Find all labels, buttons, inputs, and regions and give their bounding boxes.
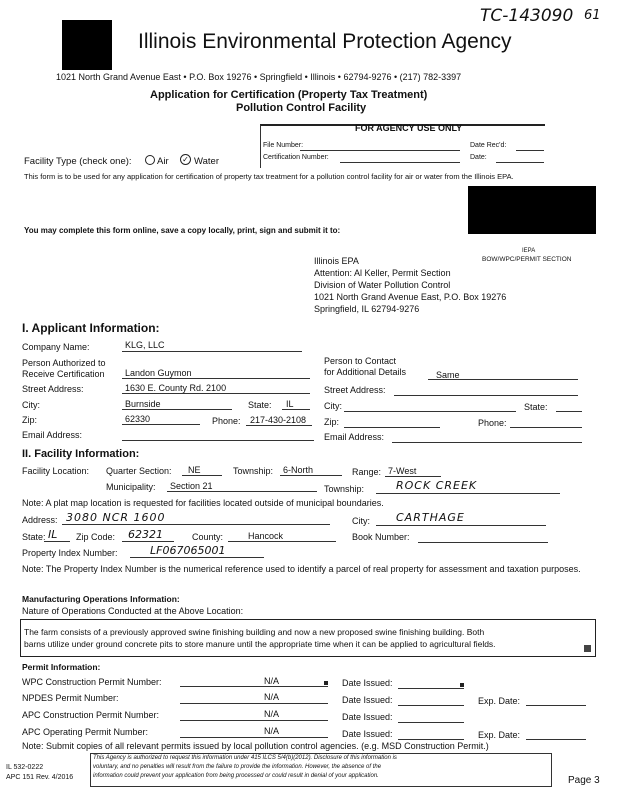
phone-value[interactable]: 217-430-2108 — [250, 415, 307, 425]
manufacturing-heading: Manufacturing Operations Information: — [22, 594, 180, 604]
permit-row-2-label: NPDES Permit Number: — [22, 693, 119, 703]
agency-use-heading: FOR AGENCY USE ONLY — [355, 123, 463, 133]
pin-note: Note: The Property Index Number is the numerical reference used to identify a parcel of real property for assessment and taxation purposes. — [22, 564, 581, 574]
email-label: Email Address: — [22, 430, 83, 440]
municipality-value[interactable]: Section 21 — [170, 481, 213, 491]
phone-field[interactable] — [246, 425, 312, 426]
mail-line-4: 1021 North Grand Avenue East, P.O. Box 19276 — [314, 292, 507, 302]
agency-name: Illinois Environmental Protection Agency — [138, 30, 512, 53]
redaction-block — [468, 186, 596, 234]
state-label-2: State: — [22, 532, 46, 542]
permit-row-3-field[interactable] — [180, 720, 328, 721]
permit-row-1-field[interactable] — [180, 686, 328, 687]
date-recd-field[interactable] — [516, 150, 544, 151]
stamp-corner: 61 — [584, 8, 601, 23]
city2-label: City: — [324, 401, 342, 411]
permit-row-1-date-label: Date Issued: — [342, 678, 393, 688]
range-field[interactable] — [385, 476, 441, 477]
county-value[interactable]: Hancock — [248, 531, 284, 541]
zip2-field[interactable] — [344, 427, 440, 428]
page-number: Page 3 — [568, 775, 600, 786]
city2-field[interactable] — [344, 411, 516, 412]
permit-row-4-label: APC Operating Permit Number: — [22, 727, 149, 737]
address-value[interactable]: 3080 NCR 1600 — [66, 511, 166, 524]
state2-label: State: — [524, 402, 548, 412]
disclaimer-line-2: voluntary, and no penalties will result from the failure to provide the information. However, the absence of the — [93, 764, 382, 770]
zip-value[interactable]: 62330 — [125, 414, 151, 424]
street2-field[interactable] — [394, 395, 578, 396]
county-field[interactable] — [228, 541, 336, 542]
textarea-resize-handle[interactable] — [584, 645, 591, 652]
agency-address: 1021 North Grand Avenue East • P.O. Box 19276 • Springfield • Illinois • 62794-9276 • (217) 782-3397 — [56, 72, 462, 82]
date-recd-label: Date Rec'd: — [470, 142, 507, 149]
book-field[interactable] — [418, 542, 548, 543]
email-field[interactable] — [122, 440, 314, 441]
zip-code-value[interactable]: 62321 — [128, 528, 163, 541]
zip-label: Zip: — [22, 415, 38, 425]
city-field[interactable] — [122, 409, 232, 410]
disclaimer-line-1: This Agency is authorized to request this information under 415 ILCS 5/4(b)(2012). Disclosure of this information is — [93, 755, 397, 761]
air-label: Air — [157, 156, 169, 167]
zip-code-field[interactable] — [122, 541, 174, 542]
township2-field[interactable] — [376, 493, 560, 494]
permit-row-2-exp-label: Exp. Date: — [478, 696, 521, 706]
form-subtitle: Pollution Control Facility — [236, 102, 367, 114]
stamp-number: TC-143090 — [480, 6, 574, 26]
operations-text-line-2: barns utilize under ground concrete pits to store manure until the appropriate time when it can be applied to agricultural fields. — [24, 639, 496, 649]
mail-line-3: Division of Water Pollution Control — [314, 280, 451, 290]
permit-row-1-dropdown-icon[interactable] — [324, 681, 328, 685]
city-value[interactable]: Burnside — [125, 399, 161, 409]
cert-number-field[interactable] — [340, 162, 460, 163]
book-label: Book Number: — [352, 532, 410, 542]
permit-row-3-date-label: Date Issued: — [342, 712, 393, 722]
company-field[interactable] — [122, 351, 302, 352]
operations-textarea[interactable] — [20, 619, 596, 657]
cert-number-label: Certification Number: — [263, 154, 329, 161]
permit-row-2-field[interactable] — [180, 703, 328, 704]
phone2-field[interactable] — [510, 427, 582, 428]
quarter-value[interactable]: NE — [188, 465, 201, 475]
facility-location-label: Facility Location: — [22, 466, 90, 476]
contact-field[interactable] — [428, 379, 578, 380]
township2-label: Township: — [324, 484, 365, 494]
form-rev: APC 151 Rev. 4/2016 — [6, 774, 74, 781]
mail-line-2: Attention: Al Keller, Permit Section — [314, 268, 451, 278]
county-label: County: — [192, 532, 224, 542]
section1-heading: I. Applicant Information: — [22, 321, 160, 335]
contact-label-2: for Additional Details — [324, 367, 407, 377]
permit-row-4-date-label: Date Issued: — [342, 729, 393, 739]
state-value[interactable]: IL — [286, 399, 294, 409]
city-label: City: — [22, 400, 40, 410]
section2-heading: II. Facility Information: — [22, 448, 140, 460]
date-label: Date: — [470, 154, 487, 161]
intro-text: This form is to be used for any application for certification of property tax treatment for a pollution control facility for air or water from the Illinois EPA. — [24, 172, 514, 181]
permit-row-2-date-field[interactable] — [398, 705, 464, 706]
state-field[interactable] — [282, 409, 310, 410]
auth-field[interactable] — [122, 378, 310, 379]
city-field-2[interactable] — [376, 525, 546, 526]
state-field-2[interactable] — [44, 541, 70, 542]
email2-label: Email Address: — [324, 432, 385, 442]
permit-row-3-date-field[interactable] — [398, 722, 464, 723]
mail-line-5: Springfield, IL 62794-9276 — [314, 304, 420, 314]
street2-label: Street Address: — [324, 385, 386, 395]
zip2-label: Zip: — [324, 417, 340, 427]
municipality-field[interactable] — [167, 491, 317, 492]
agency-logo — [62, 20, 112, 70]
nature-label: Nature of Operations Conducted at the Above Location: — [22, 606, 244, 616]
operations-text-line-1: The farm consists of a previously approved swine finishing building and now a new proposed swine finishing building. Both — [24, 627, 485, 637]
air-radio[interactable] — [145, 155, 155, 165]
auth-label-2: Receive Certification — [22, 369, 105, 379]
pin-label: Property Index Number: — [22, 548, 118, 558]
permit-row-4-exp-label: Exp. Date: — [478, 730, 521, 740]
contact-label-1: Person to Contact — [324, 356, 397, 366]
permit-row-1-date-field[interactable] — [398, 688, 464, 689]
permits-note: Note: Submit copies of all relevant permits issued by local pollution control agencies. (e.g. MSD Construction Permit.) — [22, 741, 489, 751]
permit-row-1-value[interactable]: N/A — [264, 676, 280, 686]
quarter-label: Quarter Section: — [106, 466, 172, 476]
phone2-label: Phone: — [478, 418, 507, 428]
date-field[interactable] — [496, 162, 544, 163]
range-value[interactable]: 7-West — [388, 466, 417, 476]
address-label: Address: — [22, 515, 58, 525]
street-label: Street Address: — [22, 384, 84, 394]
permits-heading: Permit Information: — [22, 662, 101, 672]
email2-field[interactable] — [392, 442, 582, 443]
file-number-label: File Number: — [263, 142, 304, 149]
permit-row-1-label: WPC Construction Permit Number: — [22, 677, 162, 687]
contact-value[interactable]: Same — [436, 370, 460, 380]
city-label-2: City: — [352, 516, 370, 526]
permit-row-2-value[interactable]: N/A — [264, 692, 280, 702]
address-field[interactable] — [62, 524, 330, 525]
company-label: Company Name: — [22, 342, 90, 352]
quarter-field[interactable] — [182, 475, 222, 476]
pin-field[interactable] — [130, 557, 264, 558]
state2-field[interactable] — [556, 411, 582, 412]
mail-line-1: Illinois EPA — [314, 256, 359, 266]
city-value-2[interactable]: CARTHAGE — [396, 511, 465, 524]
form-id: IL 532-0222 — [6, 764, 44, 771]
form-title: Application for Certification (Property Tax Treatment) — [150, 89, 428, 101]
facility-type-label: Facility Type (check one): — [24, 156, 132, 167]
permit-row-1-date-icon[interactable] — [460, 683, 464, 687]
plat-note: Note: A plat map location is requested for facilities located outside of municipal boundaries. — [22, 498, 384, 508]
permit-row-2-exp-field[interactable] — [526, 705, 586, 706]
online-note: You may complete this form online, save a copy locally, print, sign and submit it to: — [24, 226, 341, 235]
township2-value[interactable]: ROCK CREEK — [396, 479, 478, 492]
permit-row-4-field[interactable] — [180, 737, 328, 738]
zip-field[interactable] — [122, 424, 200, 425]
zip-code-label: Zip Code: — [76, 532, 116, 542]
permit-row-3-value[interactable]: N/A — [264, 709, 280, 719]
permit-row-4-date-field[interactable] — [398, 739, 464, 740]
bow-tag: IEPA — [522, 248, 536, 254]
state-value-2[interactable]: IL — [48, 528, 58, 541]
township-field[interactable] — [280, 475, 342, 476]
township-label: Township: — [233, 466, 274, 476]
range-label: Range: — [352, 467, 382, 477]
file-number-field[interactable] — [300, 150, 460, 151]
street-value[interactable]: 1630 E. County Rd. 2100 — [125, 383, 227, 393]
disclaimer-line-3: information could prevent your application from being processed or could result in denial of your application. — [93, 773, 379, 779]
pin-value[interactable]: LF067065001 — [150, 544, 226, 557]
auth-label-1: Person Authorized to — [22, 358, 106, 368]
township-value[interactable]: 6-North — [283, 465, 314, 475]
street-field[interactable] — [122, 393, 310, 394]
permit-row-2-date-label: Date Issued: — [342, 695, 393, 705]
auth-value[interactable]: Landon Guymon — [125, 368, 192, 378]
water-label: Water — [194, 156, 219, 167]
bow-note: BOW/WPC/PERMIT SECTION — [482, 256, 572, 263]
water-radio[interactable]: ✓ — [180, 154, 191, 165]
permit-row-4-exp-field[interactable] — [526, 739, 586, 740]
municipality-label: Municipality: — [106, 482, 156, 492]
state-label: State: — [248, 400, 272, 410]
permit-row-3-label: APC Construction Permit Number: — [22, 710, 160, 720]
phone-label: Phone: — [212, 416, 241, 426]
permit-row-4-value[interactable]: N/A — [264, 726, 280, 736]
company-value[interactable]: KLG, LLC — [125, 340, 165, 350]
